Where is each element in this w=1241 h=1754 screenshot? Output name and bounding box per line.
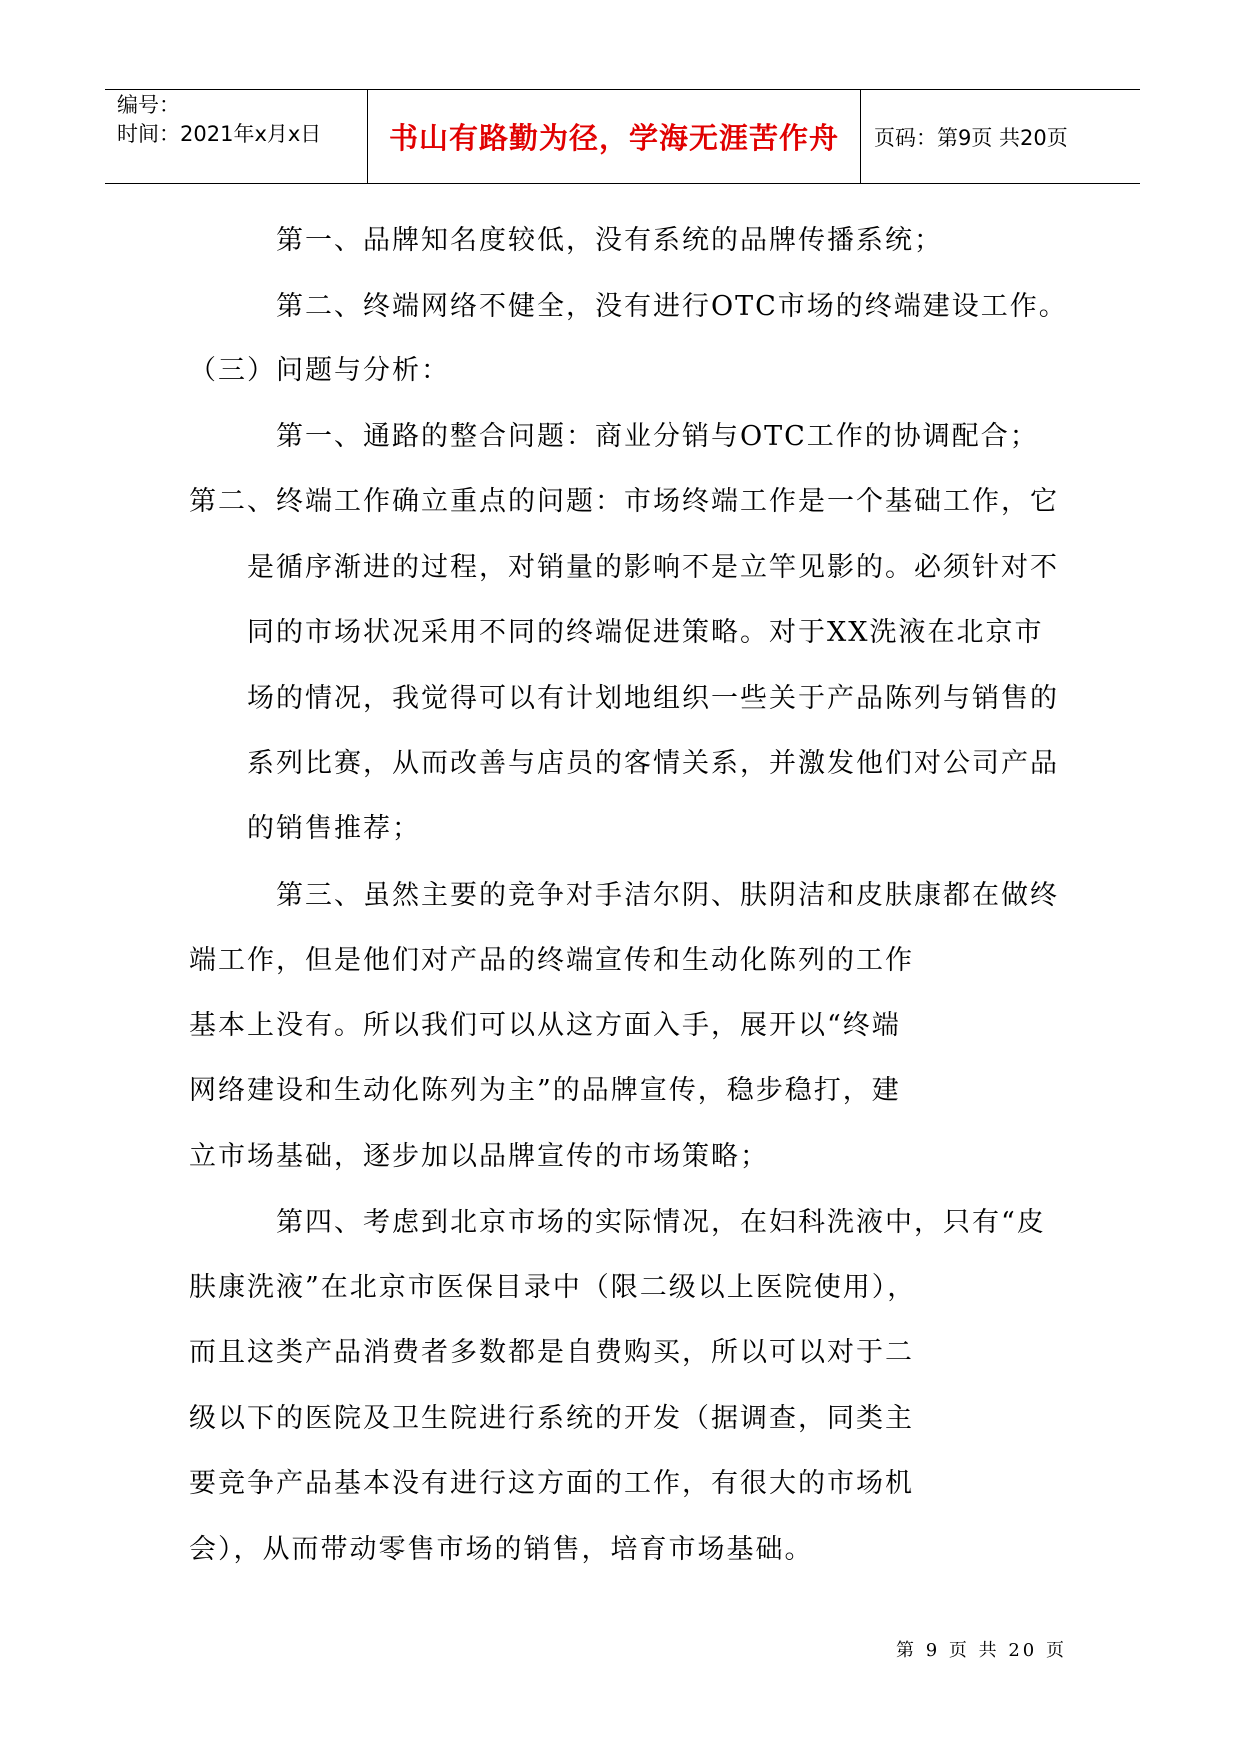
body-line: 是循序渐进的过程，对销量的影响不是立竿见影的。必须针对不	[247, 552, 1059, 583]
document-time-label: 时间：2021年x月x日	[117, 122, 322, 146]
page-header	[105, 89, 1140, 184]
header-motto-cell	[367, 90, 861, 183]
body-line: 同的市场状况采用不同的终端促进策略。对于XX洗液在北京市	[247, 617, 1044, 648]
body-line: 级以下的医院及卫生院进行系统的开发（据调查，同类主	[189, 1403, 914, 1434]
body-line: 第三、虽然主要的竞争对手洁尔阴、肤阴洁和皮肤康都在做终	[276, 880, 1059, 911]
body-line: 系列比赛，从而改善与店员的客情关系，并激发他们对公司产品	[247, 748, 1059, 779]
body-line: 肤康洗液”在北京市医保目录中（限二级以上医院使用），	[189, 1272, 917, 1303]
body-line: 会），从而带动零售市场的销售，培育市场基础。	[189, 1534, 814, 1565]
document-number-label: 编号：	[117, 93, 180, 117]
body-line: 场的情况，我觉得可以有计划地组织一些关于产品陈列与销售的	[247, 683, 1059, 714]
body-line: 基本上没有。所以我们可以从这方面入手，展开以“终端	[189, 1010, 901, 1041]
body-line: 网络建设和生动化陈列为主”的品牌宣传，稳步稳打，建	[189, 1075, 901, 1106]
body-line: 立市场基础，逐步加以品牌宣传的市场策略；	[189, 1141, 769, 1172]
page-footer: 第 9 页 共 20 页	[896, 1640, 1067, 1661]
body-line: 的销售推荐；	[247, 813, 421, 844]
header-page-info: 页码：第9页 共20页	[874, 125, 1068, 150]
body-line: 而且这类产品消费者多数都是自费购买，所以可以对于二	[189, 1337, 914, 1368]
header-left-cell	[105, 90, 367, 183]
header-motto: 书山有路勤为径，学海无涯苦作舟	[388, 121, 839, 155]
body-line: 第二、终端工作确立重点的问题：市场终端工作是一个基础工作，它	[189, 486, 1059, 517]
header-right-cell	[860, 90, 1140, 183]
body-line: 要竞争产品基本没有进行这方面的工作，有很大的市场机	[189, 1468, 914, 1499]
body-line: 端工作，但是他们对产品的终端宣传和生动化陈列的工作	[189, 945, 914, 976]
body-line: 第二、终端网络不健全，没有进行OTC市场的终端建设工作。	[276, 291, 1068, 322]
body-line: 第四、考虑到北京市场的实际情况，在妇科洗液中，只有“皮	[276, 1207, 1046, 1238]
body-line: 第一、通路的整合问题：商业分销与OTC工作的协调配合；	[276, 421, 1039, 452]
body-line: 第一、品牌知名度较低，没有系统的品牌传播系统；	[276, 225, 943, 256]
body-line: （三）问题与分析：	[189, 355, 450, 386]
